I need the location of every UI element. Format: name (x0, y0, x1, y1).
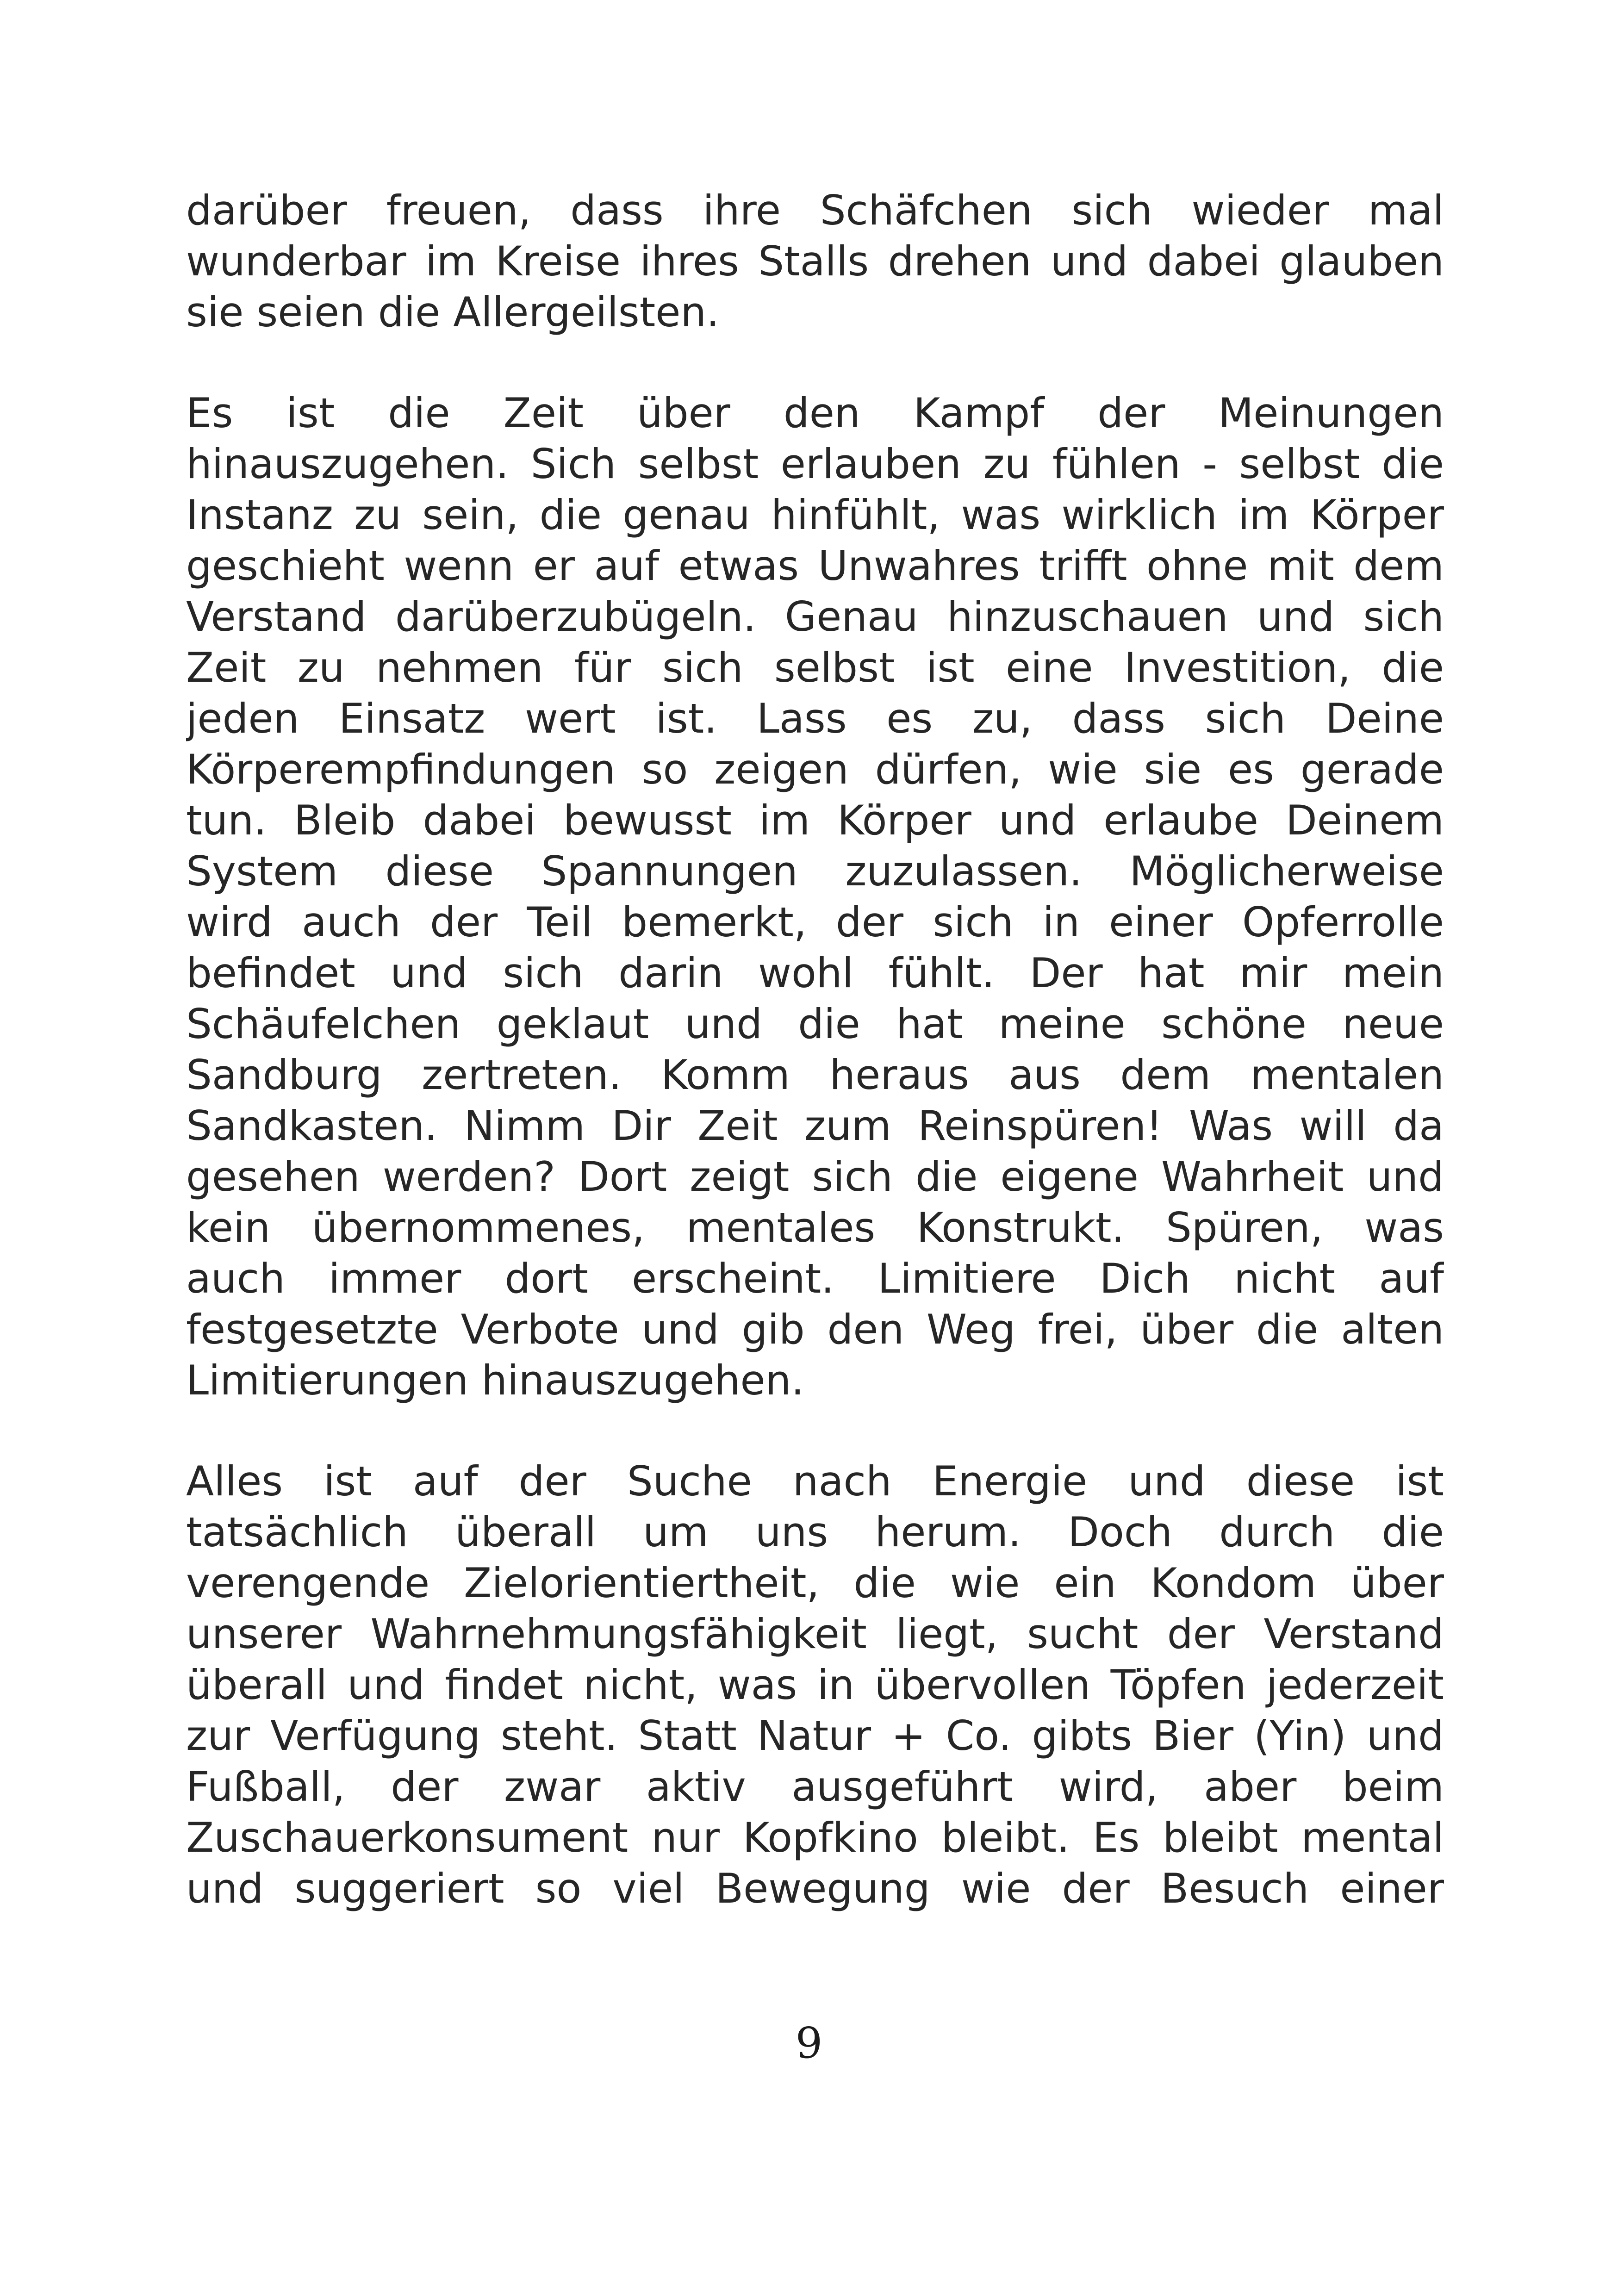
text-line: tatsächlich überall um uns herum. Doch durch die (186, 1508, 1444, 1556)
text-line: Alles ist auf der Suche nach Energie und diese ist (186, 1457, 1444, 1505)
text-line: Körperempfindungen so zeigen dürfen, wie sie es gerade (186, 746, 1444, 793)
text-line: Zeit zu nehmen für sich selbst ist eine Investition, die (186, 644, 1444, 691)
body-text (186, 185, 1444, 1964)
text-line: Zuschauerkonsument nur Kopfkino bleibt. Es bleibt mental (186, 1814, 1444, 1861)
text-line: geschieht wenn er auf etwas Unwahres trifft ohne mit dem (186, 542, 1444, 590)
text-line: Instanz zu sein, die genau hinfühlt, was wirklich im Körper (186, 491, 1444, 539)
text-line: Es ist die Zeit über den Kampf der Meinungen (186, 389, 1444, 437)
text-line: Fußball, der zwar aktiv ausgeführt wird, aber beim (186, 1763, 1444, 1811)
text-line: Schäufelchen geklaut und die hat meine schöne neue (186, 1000, 1444, 1048)
text-line: verengende Zielorientiertheit, die wie ein Kondom über (186, 1559, 1444, 1607)
text-line: Sandburg zertreten. Komm heraus aus dem mentalen (186, 1051, 1444, 1099)
text-line: wird auch der Teil bemerkt, der sich in einer Opferrolle (186, 898, 1444, 946)
text-line: gesehen werden? Dort zeigt sich die eigene Wahrheit und (186, 1153, 1444, 1201)
text-line: wunderbar im Kreise ihres Stalls drehen und dabei glauben (186, 237, 1444, 285)
text-line: festgesetzte Verbote und gib den Weg frei, über die alten (186, 1306, 1444, 1353)
text-line: tun. Bleib dabei bewusst im Körper und erlaube Deinem (186, 796, 1444, 844)
text-line: unserer Wahrnehmungsfähigkeit liegt, sucht der Verstand (186, 1610, 1444, 1658)
text-line: zur Verfügung steht. Statt Natur + Co. gibts Bier (Yin) und (186, 1712, 1444, 1760)
text-line: System diese Spannungen zuzulassen. Möglicherweise (186, 847, 1444, 895)
text-line: hinauszugehen. Sich selbst erlauben zu fühlen - selbst die (186, 440, 1444, 488)
text-line: Limitierungen hinauszugehen. (186, 1356, 804, 1404)
paragraph-1 (186, 185, 1444, 338)
text-line: Sandkasten. Nimm Dir Zeit zum Reinspüren! Was will da (186, 1102, 1444, 1150)
text-line: überall und findet nicht, was in übervollen Töpfen jederzeit (186, 1661, 1444, 1709)
page-number: 9 (795, 2018, 823, 2068)
paragraph-3 (186, 1456, 1444, 1914)
text-line: auch immer dort erscheint. Limitiere Dich nicht auf (186, 1255, 1444, 1302)
text-line: und suggeriert so viel Bewegung wie der Besuch einer (186, 1865, 1444, 1912)
text-line: befindet und sich darin wohl fühlt. Der hat mir mein (186, 949, 1444, 997)
text-line: kein übernommenes, mentales Konstrukt. Spüren, was (186, 1204, 1444, 1251)
paragraph-2 (186, 388, 1444, 1406)
text-line: sie seien die Allergeilsten. (186, 288, 720, 336)
text-line: jeden Einsatz wert ist. Lass es zu, dass sich Deine (186, 695, 1444, 742)
text-line: darüber freuen, dass ihre Schäfchen sich wieder mal (186, 187, 1444, 234)
text-line: Verstand darüberzubügeln. Genau hinzuschauen und sich (186, 593, 1444, 641)
